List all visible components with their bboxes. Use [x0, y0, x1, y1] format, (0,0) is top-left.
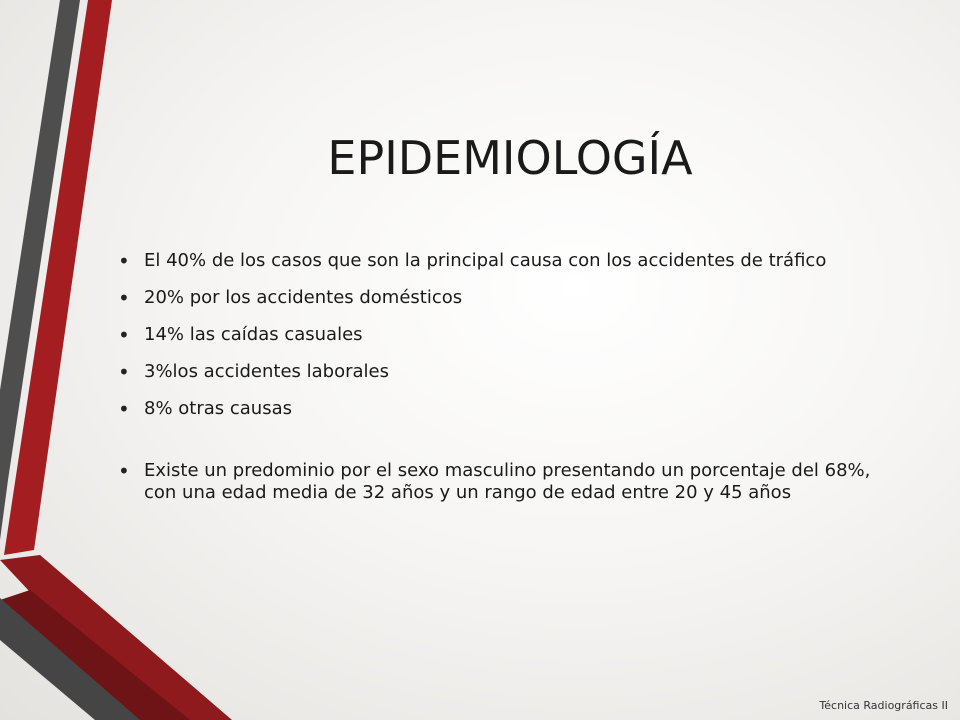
bullet-item	[118, 398, 898, 420]
bullet-item	[118, 460, 898, 504]
bullet-item	[118, 287, 898, 309]
bullet-text: 3%los accidentes laborales	[144, 361, 389, 382]
bullet-dot-icon: •	[118, 249, 130, 273]
bullet-text: El 40% de los casos que son la principal causa con los accidentes de tráfico	[144, 250, 827, 271]
slide-title: EPIDEMIOLOGÍA	[327, 131, 693, 185]
bullet-text: 14% las caídas casuales	[144, 324, 363, 345]
gray-band-bottom	[0, 598, 140, 720]
bullet-text: Existe un predominio por el sexo masculino presentando un porcentaje del 68%, con una edad media de 32 años y un rango de edad entre 20 y 45 años	[144, 460, 871, 503]
red-band-bottom	[0, 555, 232, 720]
bullet-text: 20% por los accidentes domésticos	[144, 287, 463, 308]
bullet-dot-icon: •	[118, 323, 130, 347]
gray-stripe-top	[0, 0, 80, 540]
bullet-list	[118, 250, 898, 504]
bullet-text: 8% otras causas	[144, 398, 292, 419]
bullet-item	[118, 324, 898, 346]
bullet-dot-icon: •	[118, 286, 130, 310]
dark-red-band-bottom	[0, 590, 190, 720]
bullet-item	[118, 361, 898, 383]
bullet-item	[118, 250, 898, 272]
slide-footer: Técnica Radiográficas II	[819, 699, 948, 712]
bullet-dot-icon: •	[118, 459, 130, 483]
red-stripe-top	[4, 0, 112, 555]
bullet-dot-icon: •	[118, 360, 130, 384]
bullet-dot-icon: •	[118, 397, 130, 421]
